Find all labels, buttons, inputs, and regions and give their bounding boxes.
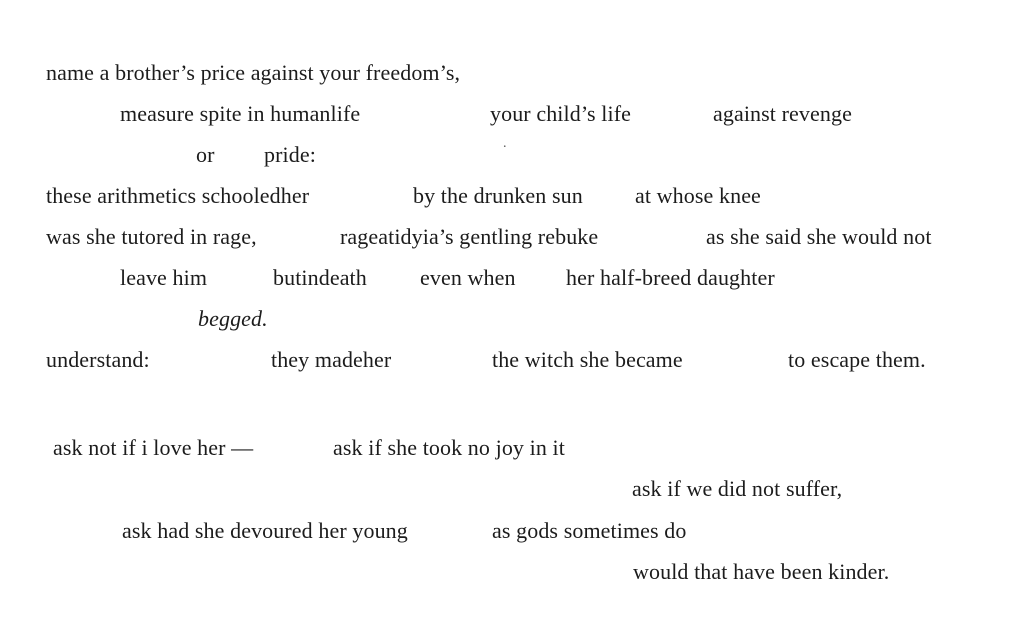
poem-segment: ask if we did not suffer, [632,476,843,501]
poem-segment: ask if she took no joy in it [333,435,565,460]
poem-segment: as she said she would not [706,224,932,249]
poem-segment: leave him [120,265,208,290]
poem-segment: rageatidyia’s gentling rebuke [340,224,599,249]
poem-segment: they madeher [271,347,392,372]
poem-segment: as gods sometimes do [492,518,687,543]
poem-segment: understand: [46,347,150,372]
poem-segment: these arithmetics schooledher [46,183,310,208]
poem-segment: would that have been kinder. [633,559,890,584]
poem-segment: ask had she devoured her young [122,518,408,543]
poem-segment: butindeath [273,265,367,290]
poem-segment: pride: [264,142,316,167]
poem-segment: name a brother’s price against your freedom’s, [46,60,461,85]
poem-segment: the witch she became [492,347,683,372]
stray-dot-mark: . [503,136,507,151]
poem-segment: against revenge [713,101,852,126]
poem-segment: to escape them. [788,347,926,372]
poem-segment: was she tutored in rage, [46,224,257,249]
poem-segment: even when [420,265,516,290]
poem-segment: your child’s life [490,101,632,126]
poem-segment: measure spite in humanlife [120,101,361,126]
poem-segment: her half-breed daughter [566,265,775,290]
poem-segment: at whose knee [635,183,761,208]
poem-segment: ask not if i love her — [53,435,254,460]
poem-segment: or [196,142,215,167]
poem-segment: by the drunken sun [413,183,583,208]
poem-segment: begged. [198,306,268,331]
